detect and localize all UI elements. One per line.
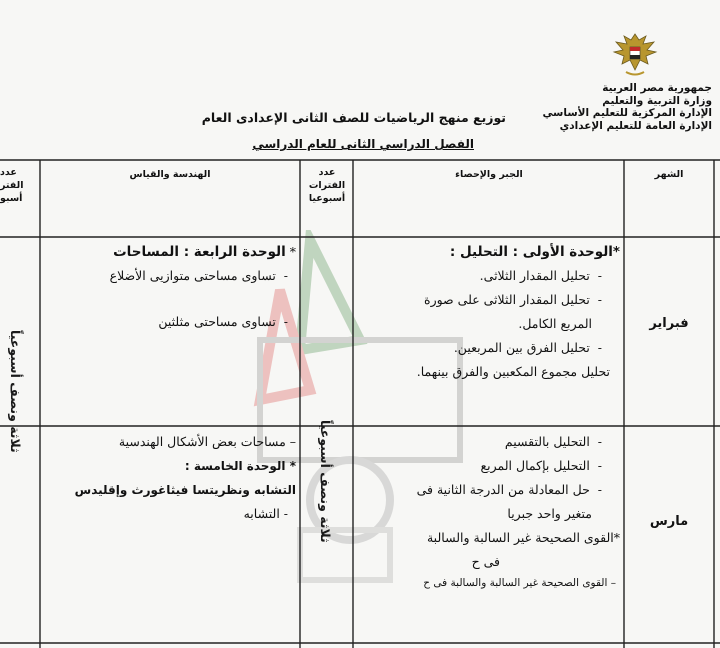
algebra-cell-february: *الوحدة الأولى : التحليل : - تحليل المقدار الثلاثى. - تحليل المقدار الثلاثى على صورة المربع الكامل. - تحليل الفرق بين المربعين. تحليل مجموع المكعبين والفرق بينهما.: [416, 244, 620, 379]
header-periods-a-line-3: أسبوعيا: [308, 193, 346, 204]
periods-b-vertical-label: ثلاثة ونصف أسبوعياً: [8, 330, 23, 453]
list-item: فى ح: [471, 554, 500, 569]
list-item: حل المعادلة من الدرجة الثانية فى: [416, 482, 590, 497]
ministry-line-1: جمهورية مصر العربية: [602, 82, 712, 94]
header-periods-a: [302, 166, 352, 205]
list-item: – القوى الصحيحة غير السالبة والسالبة فى ح: [423, 577, 616, 589]
list-item: التحليل بإكمال المربع: [480, 458, 590, 473]
document-title: توزيع منهج الرياضيات للصف الثانى الإعدادى العام: [201, 110, 506, 125]
list-item: تساوى مساحتى مثلثين: [158, 314, 276, 329]
header-month: الشهر: [654, 169, 684, 180]
list-item: تحليل مجموع المكعبين والفرق بينهما.: [416, 364, 610, 379]
periods-a-vertical-label: ثلاثة ونصف أسبوعياً: [318, 420, 333, 543]
header-geometry: الهندسة والقياس: [129, 169, 211, 180]
list-item: – مساحات بعض الأشكال الهندسية: [118, 434, 296, 449]
ministry-line-4: الإدارة العامة للتعليم الإعدادي: [559, 119, 712, 132]
ministry-line-3: الإدارة المركزية للتعليم الأساسي: [542, 107, 712, 119]
list-item: تساوى مساحتى متوازيى الأضلاع: [109, 268, 276, 283]
header-periods-b: [0, 166, 38, 205]
header-periods-b-line-3: أسبو: [0, 193, 23, 204]
header-periods-a-line-1: عدد: [318, 167, 336, 178]
list-item: التحليل بالتقسيم: [504, 434, 590, 449]
list-item: - التشابه: [243, 506, 288, 521]
list-item: تحليل المقدار الثلاثى.: [479, 268, 590, 283]
list-item: المربع الكامل.: [518, 316, 592, 331]
list-item: *القوى الصحيحة غير السالبة والسالبة: [426, 530, 620, 545]
list-item: تحليل المقدار الثلاثى على صورة: [424, 292, 590, 307]
unit-subtitle: التشابه ونظريتسا فيثاغورث وإقليدس: [74, 483, 296, 497]
geometry-cell-february: * الوحدة الرابعة : المساحات - تساوى مساحتى متوازيى الأضلاع - تساوى مساحتى مثلثين: [109, 244, 296, 329]
list-item: متغير واحد جبريا: [507, 506, 592, 521]
document-subtitle: الفصل الدراسي الثانى للعام الدراسي: [252, 137, 474, 151]
month-march: مارس: [649, 514, 689, 529]
header-periods-b-line-2: الفتر: [0, 180, 24, 191]
ministry-line-2: وزارة التربية والتعليم: [602, 94, 712, 107]
geometry-cell-march: [44, 430, 296, 526]
month-february: فبراير: [649, 316, 689, 331]
unit-title: *الوحدة الأولى : التحليل :: [449, 244, 620, 260]
header-periods-a-line-2: الفترات: [308, 180, 346, 191]
algebra-cell-march: - التحليل بالتقسيم - التحليل بإكمال المربع - حل المعادلة من الدرجة الثانية فى متغير واحد جبريا *القوى الصحيحة غير السالبة والسالبة فى ح – القوى الصحيحة غير السالبة والسالبة فى ح: [416, 434, 620, 589]
list-item: تحليل الفرق بين المربعين.: [453, 340, 590, 355]
header-algebra: الجبر والإحصاء: [455, 169, 523, 180]
unit-title: * الوحدة الخامسة :: [184, 459, 296, 473]
unit-title: الوحدة الرابعة : المساحات: [113, 244, 286, 260]
header-periods-b-line-1: عدد: [0, 167, 17, 178]
